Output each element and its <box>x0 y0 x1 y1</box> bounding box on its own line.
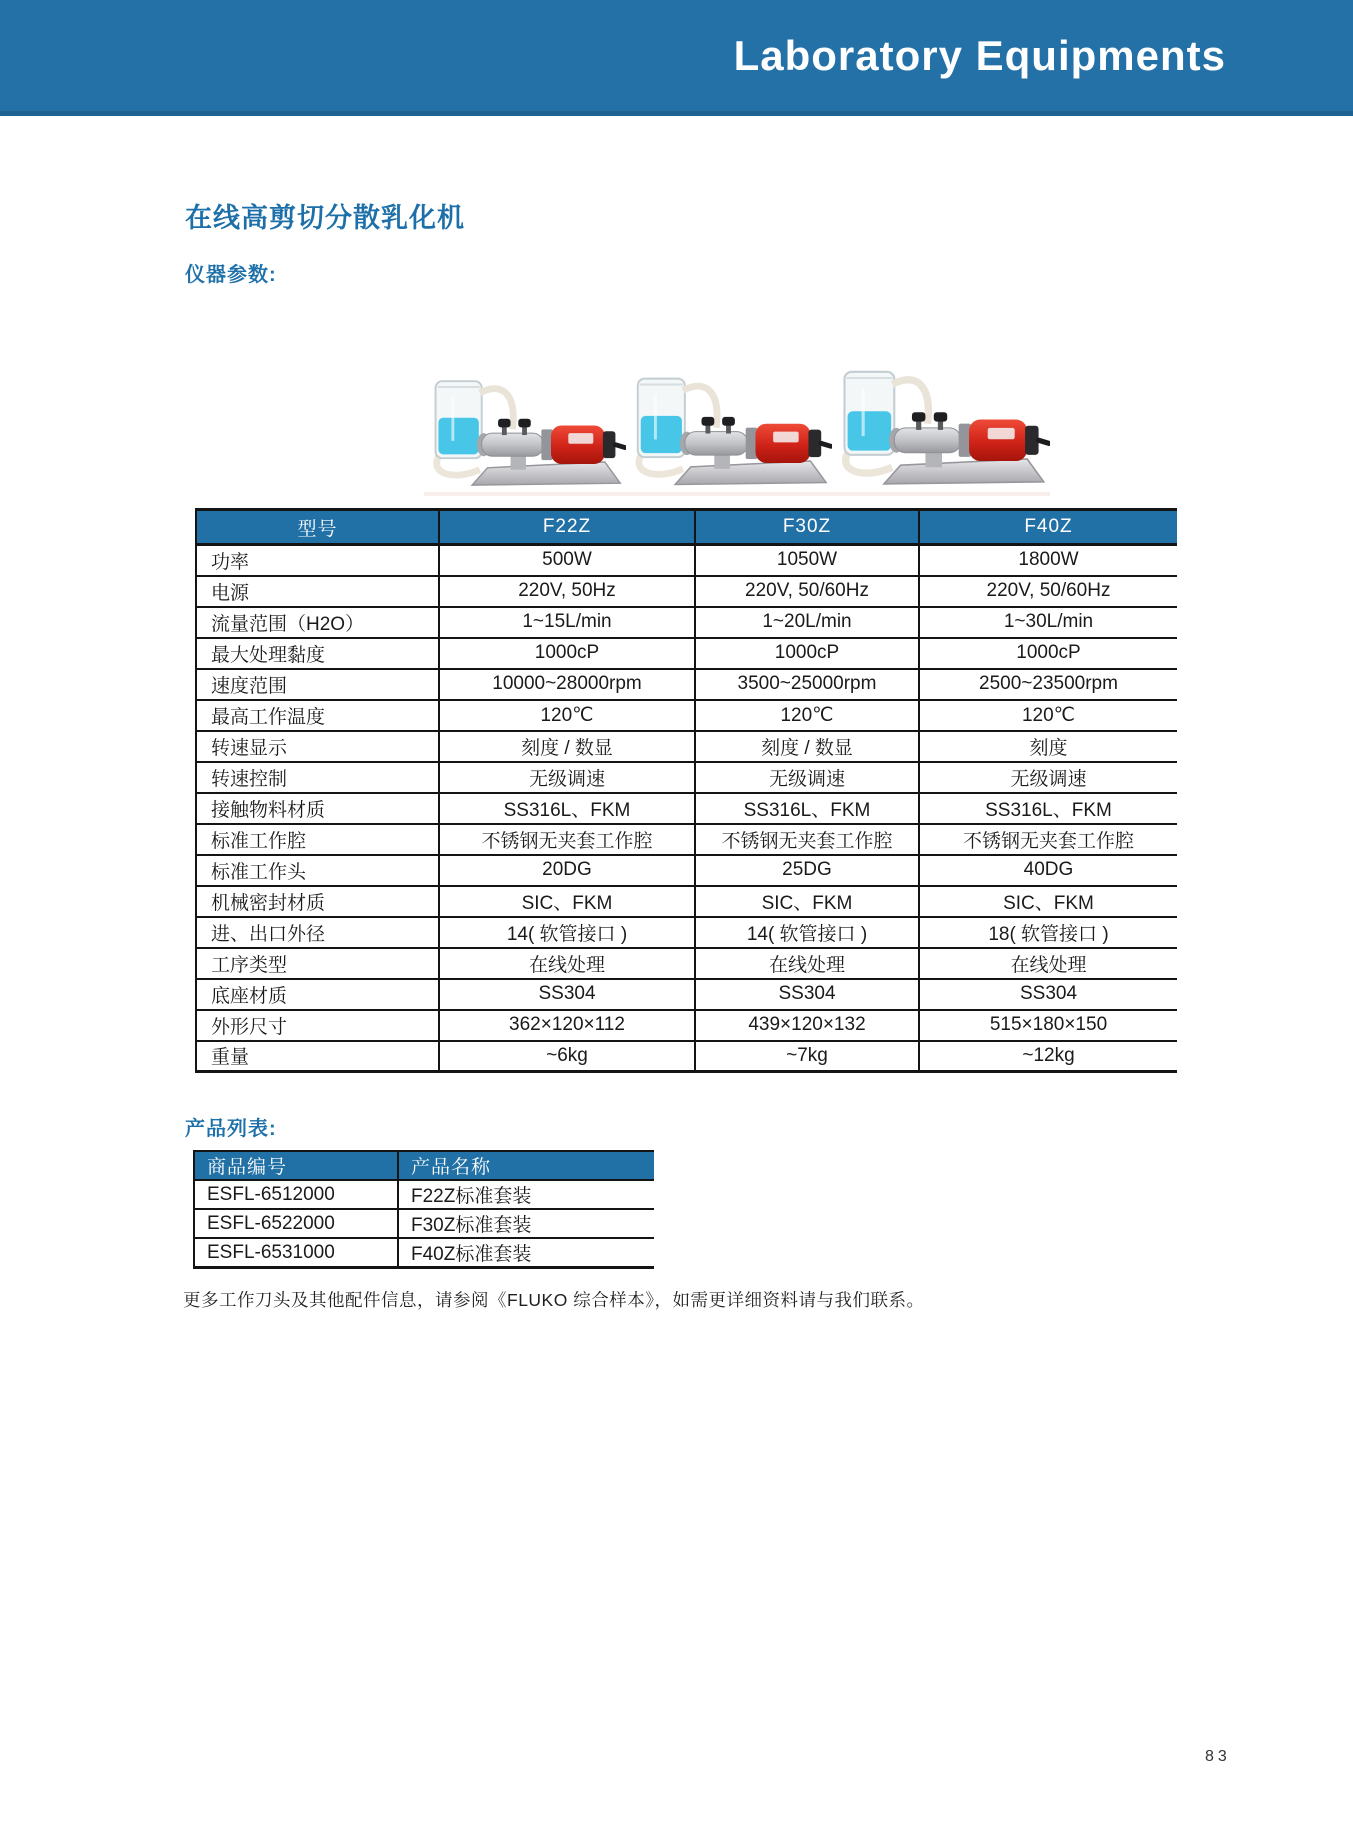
page-number: 83 <box>1205 1748 1231 1765</box>
spec-header-F30Z: F30Z <box>695 510 919 545</box>
spec-row-value: 3500~25000rpm <box>695 669 919 700</box>
spec-row-value: 1~30L/min <box>919 607 1177 638</box>
spec-row-label: 标准工作腔 <box>196 824 439 855</box>
spec-row-value: 220V, 50Hz <box>439 576 695 607</box>
spec-row-value: SS316L、FKM <box>919 793 1177 824</box>
product-code: ESFL-6522000 <box>194 1209 398 1238</box>
spec-row-value: 无级调速 <box>439 762 695 793</box>
spec-header-model: 型号 <box>196 510 439 545</box>
spec-row-label: 标准工作头 <box>196 855 439 886</box>
section-label-parameters: 仪器参数: <box>185 264 277 286</box>
spec-row-value: SS316L、FKM <box>439 793 695 824</box>
spec-table-body <box>196 545 1177 1072</box>
spec-row-value: 20DG <box>439 855 695 886</box>
spec-table-row <box>196 1041 1177 1072</box>
spec-table-row <box>196 948 1177 979</box>
spec-row-value: 120℃ <box>439 700 695 731</box>
spec-table-row <box>196 545 1177 576</box>
spec-row-value: 1~20L/min <box>695 607 919 638</box>
spec-row-value: 2500~23500rpm <box>919 669 1177 700</box>
product-table-row <box>194 1238 654 1268</box>
spec-row-value: 120℃ <box>919 700 1177 731</box>
spec-table-row <box>196 669 1177 700</box>
spec-row-value: 刻度 / 数显 <box>695 731 919 762</box>
spec-table-row <box>196 576 1177 607</box>
spec-row-label: 转速控制 <box>196 762 439 793</box>
footnote: 更多工作刀头及其他配件信息，请参阅《FLUKO 综合样本》，如需更详细资料请与我们联系。 <box>183 1290 925 1310</box>
product-photos <box>424 310 1054 500</box>
spec-table-row <box>196 793 1177 824</box>
spec-row-value: 不锈钢无夹套工作腔 <box>439 824 695 855</box>
spec-table-row <box>196 917 1177 948</box>
spec-row-value: ~7kg <box>695 1041 919 1072</box>
spec-row-value: 362×120×112 <box>439 1010 695 1041</box>
spec-row-label: 最高工作温度 <box>196 700 439 731</box>
spec-row-value: SS304 <box>695 979 919 1010</box>
spec-row-value: 不锈钢无夹套工作腔 <box>695 824 919 855</box>
spec-row-label: 外形尺寸 <box>196 1010 439 1041</box>
product-code: ESFL-6531000 <box>207 1241 335 1263</box>
spec-row-value: 不锈钢无夹套工作腔 <box>919 824 1177 855</box>
spec-table-row <box>196 886 1177 917</box>
spec-table-row <box>196 979 1177 1010</box>
spec-table-row <box>196 824 1177 855</box>
spec-row-label: 最大处理黏度 <box>196 638 439 669</box>
spec-row-value: SIC、FKM <box>439 886 695 917</box>
spec-row-value: 在线处理 <box>439 948 695 979</box>
spec-row-value: SS304 <box>919 979 1177 1010</box>
header-banner <box>0 0 1353 116</box>
product-table-header: 产品名称 <box>398 1151 654 1180</box>
product-photo-f22z <box>424 324 626 500</box>
spec-row-value: 1050W <box>695 545 919 576</box>
product-table-row <box>194 1209 654 1238</box>
spec-header-F40Z: F40Z <box>919 510 1177 545</box>
spec-row-value: 220V, 50/60Hz <box>919 576 1177 607</box>
spec-table-row <box>196 607 1177 638</box>
spec-row-value: 18( 软管接口 ) <box>919 917 1177 948</box>
spec-row-value: ~12kg <box>919 1041 1177 1072</box>
spec-row-label: 接触物料材质 <box>196 793 439 824</box>
spec-row-value: 1800W <box>919 545 1177 576</box>
spec-row-value: 40DG <box>919 855 1177 886</box>
spec-row-label: 速度范围 <box>196 669 439 700</box>
spec-row-value: 25DG <box>695 855 919 886</box>
spec-row-label: 工序类型 <box>196 948 439 979</box>
spec-row-value: 120℃ <box>695 700 919 731</box>
spec-row-value: 1000cP <box>439 638 695 669</box>
spec-row-value: 无级调速 <box>695 762 919 793</box>
product-code: ESFL-6512000 <box>194 1180 398 1209</box>
spec-table-row <box>196 1010 1177 1041</box>
spec-row-value: 500W <box>439 545 695 576</box>
page-header-title: Laboratory Equipments <box>733 31 1226 79</box>
spec-row-value: 在线处理 <box>919 948 1177 979</box>
product-table <box>193 1150 654 1269</box>
spec-row-value: 14( 软管接口 ) <box>439 917 695 948</box>
spec-row-label: 底座材质 <box>196 979 439 1010</box>
section-label-product-list: 产品列表: <box>185 1118 277 1140</box>
spec-row-label: 重量 <box>211 1047 250 1069</box>
product-photo-f40z <box>832 310 1050 500</box>
spec-row-value: 10000~28000rpm <box>439 669 695 700</box>
spec-row-value: SS304 <box>439 979 695 1010</box>
spec-row-value: 无级调速 <box>919 762 1177 793</box>
product-table-body <box>194 1180 654 1268</box>
product-table-row <box>194 1180 654 1209</box>
product-name: F40Z标准套装 <box>398 1238 654 1268</box>
spec-row-value: 1000cP <box>695 638 919 669</box>
page-title: 在线高剪切分散乳化机 <box>185 203 465 233</box>
spec-row-value: 1~15L/min <box>439 607 695 638</box>
spec-row-value: 515×180×150 <box>919 1010 1177 1041</box>
product-photo-f30z <box>626 320 832 500</box>
product-name: F30Z标准套装 <box>398 1209 654 1238</box>
spec-header-F22Z: F22Z <box>439 510 695 545</box>
spec-table-row <box>196 762 1177 793</box>
spec-row-label: 进、出口外径 <box>196 917 439 948</box>
spec-table-row <box>196 638 1177 669</box>
spec-table-row <box>196 700 1177 731</box>
spec-row-value: ~6kg <box>439 1041 695 1072</box>
spec-row-value: 在线处理 <box>695 948 919 979</box>
spec-row-value: SIC、FKM <box>695 886 919 917</box>
spec-row-value: 439×120×132 <box>695 1010 919 1041</box>
spec-row-value: 220V, 50/60Hz <box>695 576 919 607</box>
spec-row-label: 机械密封材质 <box>196 886 439 917</box>
spec-row-value: SS316L、FKM <box>695 793 919 824</box>
spec-row-value: 14( 软管接口 ) <box>695 917 919 948</box>
photo-background-strip <box>424 492 1050 496</box>
spec-table-row <box>196 855 1177 886</box>
spec-row-label: 转速显示 <box>196 731 439 762</box>
spec-row-label: 电源 <box>196 576 439 607</box>
spec-row-label: 流量范围（H2O） <box>196 607 439 638</box>
product-table-header: 商品编号 <box>194 1151 398 1180</box>
spec-table-header-row <box>196 510 1177 545</box>
product-name: F22Z标准套装 <box>398 1180 654 1209</box>
spec-row-value: 刻度 <box>919 731 1177 762</box>
spec-row-value: 刻度 / 数显 <box>439 731 695 762</box>
spec-table <box>195 508 1177 1073</box>
spec-row-value: 1000cP <box>919 638 1177 669</box>
spec-row-value: SIC、FKM <box>919 886 1177 917</box>
product-table-header-row <box>194 1151 654 1180</box>
spec-table-row <box>196 731 1177 762</box>
spec-row-label: 功率 <box>196 545 439 576</box>
